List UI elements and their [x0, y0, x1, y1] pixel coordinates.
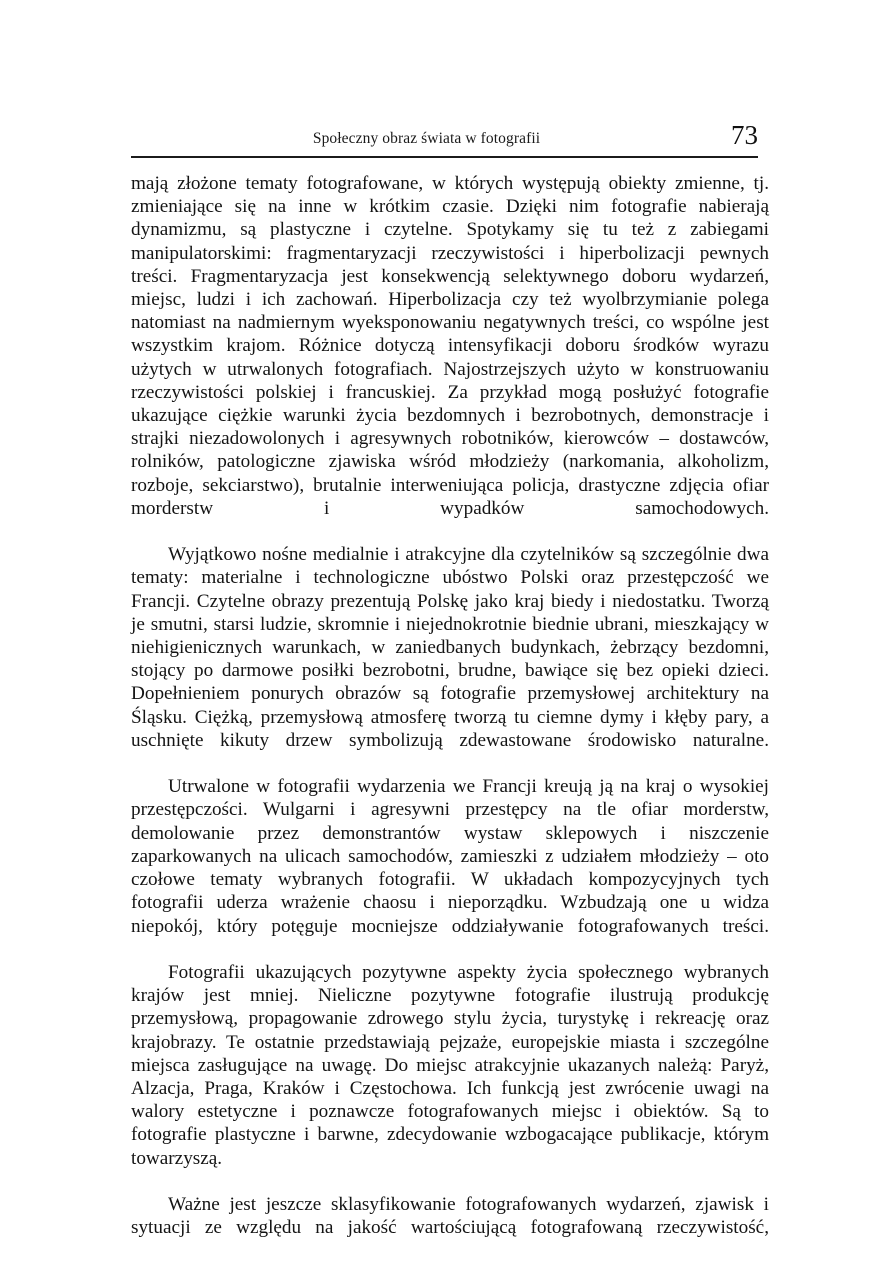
paragraph: Utrwalone w fotografii wydarzenia we Francji kreują ją na kraj o wysokiej przestępczości. Wulgarni i agresywni przestępcy na tle ofiar morderstw, demolowanie przez demonstrantów wystaw sklepowych i niszczenie zaparkowanych na ulicach samochodów, zamieszki z udziałem młodzieży – oto czołowe tematy wybranych fotografii. W układach kompozycyjnych tych fotografii uderza wrażenie chaosu i nieporządku. Wzbudzają one u widza niepokój, który potęguje mocniejsze oddziaływanie fotografowanych treści. — [131, 776, 769, 937]
running-head-title: Społeczny obraz świata w fotografii — [312, 130, 541, 147]
paragraph: Wyjątkowo nośne medialnie i atrakcyjne dla czytelników są szczególnie dwa tematy: materialne i technologiczne ubóstwo Polski oraz przestępczość we Francji. Czytelne obrazy prezentują Polskę jako kraj biedy i niedostatku. Tworzą je smutni, starsi ludzie, skromnie i niejednokrotnie biednie ubrani, mieszkający w niehigienicznych warunkach, w zaniedbanych budynkach, żebrzący bezdomni, stojący po darmowe posiłki bezrobotni, brudne, bawiące się bez opieki dzieci. Dopełnieniem ponurych obrazów są fotografie przemysłowej architektury na Śląsku. Ciężką, przemysłową atmosferę tworzą tu ciemne dymy i kłęby pary, a uschnięte kikuty drzew symbolizują zdewastowane środowisko naturalne. — [131, 544, 769, 751]
paragraph: Ważne jest jeszcze sklasyfikowanie fotografowanych wydarzeń, zjawisk i sytuacji ze względu na jakość wartościującą fotografowaną rzeczywistość, — [131, 1193, 769, 1239]
header-rule-divider — [131, 156, 758, 158]
running-head — [131, 120, 758, 154]
page-number: 73 — [731, 120, 758, 150]
paragraph: mają złożone tematy fotografowane, w których występują obiekty zmienne, tj. zmieniające się na inne w krótkim czasie. Dzięki nim fotografie nabierają dynamizmu, są plastyczne i czytelne. Spotykamy się tu też z zabiegami manipulatorskimi: fragmentaryzacji rzeczywistości i hiperbolizacji pewnych treści. Fragmentaryzacja jest konsekwencją selektywnego doboru wydarzeń, miejsc, ludzi i ich zachowań. Hiperbolizacja czy też wyolbrzymianie polega natomiast na nadmiernym wyeksponowaniu negatywnych treści, co wspólne jest wszystkim krajom. Różnice dotyczą intensyfikacji doboru środków wyrazu użytych w utrwalonych fotografiach. Najostrzejszych użyto w konstruowaniu rzeczywistości polskiej i francuskiej. Za przykład mogą posłużyć fotografie ukazujące ciężkie warunki życia bezdomnych i bezrobotnych, demonstracje i strajki niezadowolonych i agresywnych robotników, kierowców – dostawców, rolników, patologiczne zjawiska wśród młodzieży (narkomania, alkoholizm, rozboje, sekciarstwo), brutalnie interweniująca policja, drastyczne zdjęcia ofiar morderstw i wypadków samochodowych. — [131, 173, 769, 519]
paragraph: Fotografii ukazujących pozytywne aspekty życia społecznego wybranych krajów jest mniej. Nieliczne pozytywne fotografie ilustrują produkcję przemysłową, propagowanie zdrowego stylu życia, turystykę i rekreację oraz krajobrazy. Te ostatnie przedstawiają pejzaże, europejskie miasta i szczególne miejsca zasługujące na uwagę. Do miejsc atrakcyjnie ukazanych należą: Paryż, Alzacja, Praga, Kraków i Częstochowa. Ich funkcją jest zwrócenie uwagi na walory estetyczne i poznawcze fotografowanych miejsc i obiektów. Są to fotografie plastyczne i barwne, zdecydowanie wzbogacające publikacje, którym towarzyszą. — [131, 961, 769, 1169]
body-text-block — [131, 172, 769, 1263]
